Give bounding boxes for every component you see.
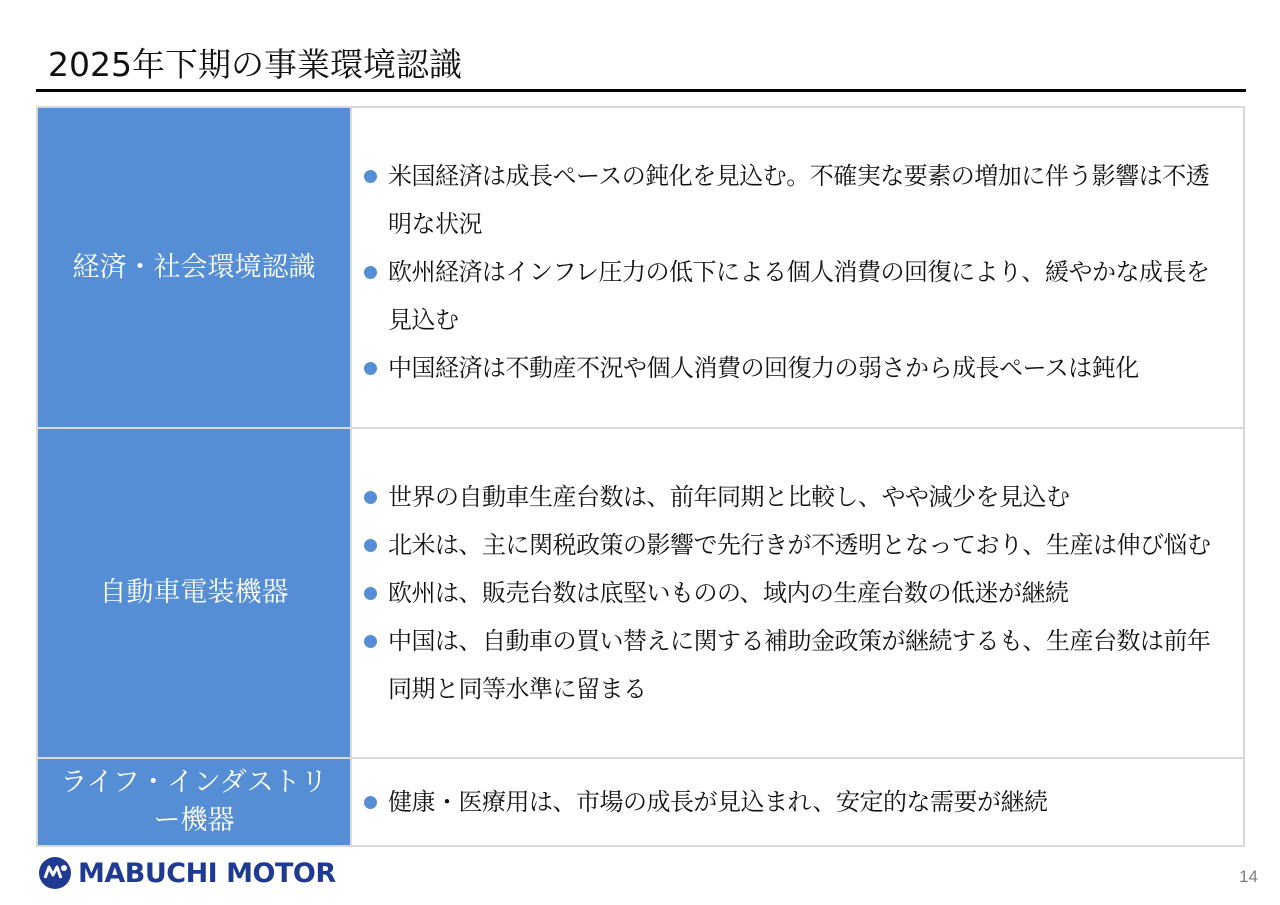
bullet-text: 健康・医療用は、市場の成長が見込まれ、安定的な需要が継続 bbox=[388, 788, 1048, 816]
bullet-list bbox=[362, 473, 1229, 713]
category-label: ライフ・インダストリー機器 bbox=[60, 767, 328, 836]
bullet-text: 北米は、主に関税政策の影響で先行きが不透明となっており、生産は伸び悩む bbox=[388, 531, 1211, 559]
list-item bbox=[362, 144, 1229, 248]
table-row-economy bbox=[37, 107, 1244, 428]
list-item bbox=[362, 521, 1229, 569]
bullets-cell bbox=[351, 107, 1244, 428]
bullet-text: 欧州経済はインフレ圧力の低下による個人消費の回復により、緩やかな成長を見込む bbox=[388, 257, 1210, 334]
title-divider bbox=[36, 89, 1246, 92]
bullet-list bbox=[362, 144, 1229, 392]
page-number: 14 bbox=[1239, 867, 1258, 886]
bullets-cell bbox=[351, 758, 1244, 846]
table-row-life-industry bbox=[37, 758, 1244, 846]
list-item bbox=[362, 473, 1229, 521]
business-environment-table bbox=[36, 106, 1245, 847]
page-title: 2025年下期の事業環境認識 bbox=[48, 45, 462, 84]
category-label: 経済・社会環境認識 bbox=[72, 251, 316, 283]
bullet-dot-icon bbox=[364, 362, 377, 375]
list-item bbox=[362, 248, 1229, 344]
bullet-text: 中国経済は不動産不況や個人消費の回復力の弱さから成長ペースは鈍化 bbox=[388, 353, 1139, 382]
bullet-dot-icon bbox=[364, 587, 377, 600]
company-logo bbox=[38, 855, 336, 891]
bullet-dot-icon bbox=[364, 170, 377, 183]
bullet-dot-icon bbox=[364, 539, 377, 552]
bullets-cell bbox=[351, 428, 1244, 758]
bullet-dot-icon bbox=[364, 266, 377, 279]
bullet-text: 中国は、自動車の買い替えに関する補助金政策が継続するも、生産台数は前年同期と同等水準に留まる bbox=[388, 627, 1211, 703]
list-item bbox=[362, 344, 1229, 392]
list-item bbox=[362, 569, 1229, 617]
bullet-text: 世界の自動車生産台数は、前年同期と比較し、やや減少を見込む bbox=[388, 483, 1070, 511]
bullet-dot-icon bbox=[364, 796, 377, 809]
bullet-list bbox=[362, 778, 1229, 826]
category-label: 自動車電装機器 bbox=[99, 577, 289, 608]
logo-wordmark: MABUCHI MOTOR bbox=[78, 857, 336, 889]
list-item bbox=[362, 617, 1229, 713]
bullet-text: 米国経済は成長ペースの鈍化を見込む。不確実な要素の増加に伴う影響は不透明な状況 bbox=[388, 161, 1210, 238]
bullet-dot-icon bbox=[364, 491, 377, 504]
category-cell bbox=[37, 428, 351, 758]
category-cell bbox=[37, 758, 351, 846]
list-item bbox=[362, 778, 1229, 826]
bullet-text: 欧州は、販売台数は底堅いものの、域内の生産台数の低迷が継続 bbox=[388, 579, 1069, 607]
mabuchi-logo-icon bbox=[38, 856, 72, 890]
table-row-automotive bbox=[37, 428, 1244, 758]
bullet-dot-icon bbox=[364, 635, 377, 648]
category-cell bbox=[37, 107, 351, 428]
